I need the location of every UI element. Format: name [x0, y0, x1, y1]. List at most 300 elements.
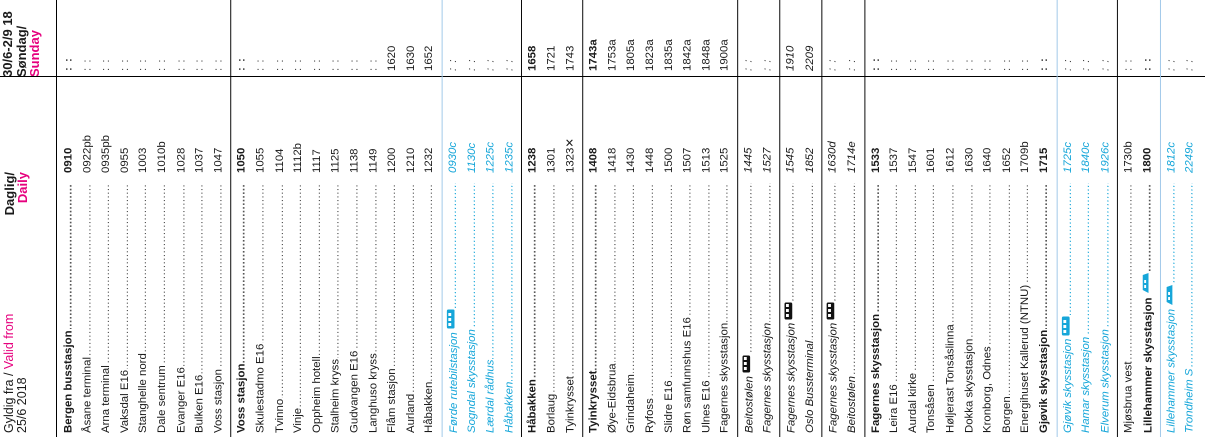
- stop-name: [1181, 183, 1200, 433]
- stop-row: [585, 0, 604, 437]
- stop-row: [998, 0, 1017, 437]
- daily-time: 1527: [761, 147, 774, 173]
- daily-label-no: Daglig/: [2, 172, 17, 216]
- stop-row: [327, 0, 346, 437]
- stop-name-label: Tyinkrysset: [588, 370, 600, 433]
- stop-name-label: Ulnes E16: [700, 380, 713, 433]
- sunday-time: : :: [367, 58, 380, 71]
- valid-from-label: Gyldig fra /: [2, 369, 16, 433]
- stop-name: [562, 183, 581, 433]
- train-icon: [1162, 284, 1181, 306]
- stop-name: [660, 183, 679, 433]
- stop-name: [1059, 183, 1079, 433]
- daily-time: 1238: [527, 147, 539, 173]
- stop-name: [346, 183, 365, 433]
- stop-name-label: Bergen busstasjon: [62, 330, 75, 433]
- stop-name-label: Stalheim kryss: [330, 358, 342, 433]
- sunday-time: : :: [100, 58, 112, 71]
- stop-name-label: Gjøvik skysstasjon: [1038, 329, 1050, 433]
- sunday-time: 1835a: [663, 39, 675, 71]
- stop-row: [623, 0, 642, 437]
- stop-name-label: Evanger E16: [175, 367, 187, 433]
- daily-time: 1513: [700, 147, 713, 173]
- group-divider: [779, 0, 780, 437]
- daily-time: 1301: [545, 147, 558, 173]
- stop-name-label: Mjøsbrua vest: [1123, 361, 1135, 433]
- daily-time: 1010b: [156, 141, 169, 173]
- stop-name-label: Øye-Eidsbrua: [606, 363, 619, 433]
- stop-name-label: Beitostølen: [744, 354, 755, 433]
- daily-time: 1037: [194, 147, 206, 173]
- stop-name: [942, 183, 961, 433]
- daily-time: 1210: [405, 147, 417, 173]
- stop-name: [1139, 183, 1159, 433]
- daily-time: 1926c: [1099, 141, 1111, 173]
- stop-name-label: Arna terminal: [100, 365, 112, 433]
- daily-time: 1601: [926, 147, 938, 173]
- stop-name: [698, 183, 717, 433]
- sunday-time: : :: [311, 58, 323, 71]
- sunday-time: 1743a: [588, 39, 600, 71]
- stop-name-label: Fagernes skysstasjon: [786, 301, 797, 433]
- stop-name-label: Oppheim hotell: [311, 356, 323, 433]
- sunday-time: : :: [119, 58, 131, 71]
- train-icon: [1139, 273, 1158, 295]
- daily-label-en: Daily: [15, 172, 30, 204]
- bus-icon: [445, 309, 464, 329]
- stop-name: [365, 183, 384, 433]
- stop-row: [79, 0, 98, 437]
- sunday-time: 1910: [785, 45, 797, 71]
- stop-name-label: Ryfoss: [644, 398, 656, 433]
- sunday-time: : :: [484, 58, 497, 71]
- stop-name-label: Aurdal kirke: [907, 372, 919, 433]
- stop-row: [740, 0, 759, 437]
- bus-icon: [740, 355, 759, 373]
- stop-row: [1097, 0, 1116, 437]
- stop-name-label: Førde rutebilstasjon: [448, 308, 459, 433]
- header-rule: [56, 0, 57, 437]
- daily-time: 1640: [982, 147, 994, 173]
- sunday-time: : :: [1165, 58, 1177, 71]
- daily-time: 1533: [869, 147, 882, 173]
- sunday-time: : :: [982, 58, 994, 71]
- stop-name-label: Vaksdal E16: [119, 369, 131, 433]
- stop-name: [402, 183, 421, 433]
- stop-row: [1181, 0, 1200, 437]
- stop-name-label: Høljerast Tonsåslinna: [944, 324, 957, 433]
- daily-time: 1725c: [1062, 141, 1074, 173]
- stop-name-label: Beitostølen: [846, 376, 858, 433]
- daily-time: 1235c: [503, 141, 516, 173]
- daily-time: 1652: [1001, 147, 1013, 173]
- daily-time: 1050: [236, 147, 248, 173]
- stop-name: [271, 183, 290, 433]
- stop-row: [365, 0, 384, 437]
- stop-name: [172, 183, 191, 433]
- daily-time: 1525: [719, 147, 731, 173]
- sunday-time: 1848a: [700, 39, 713, 71]
- stop-row: [501, 0, 520, 437]
- stop-row: [1059, 0, 1078, 437]
- stop-name: [923, 183, 942, 433]
- stop-row: [660, 0, 679, 437]
- daily-time: 1430: [625, 147, 638, 173]
- stop-name-label: Borlaug: [545, 393, 558, 433]
- daily-time: 0922pb: [81, 134, 94, 173]
- daily-time: 1630d: [827, 141, 839, 173]
- stop-name: [1036, 183, 1055, 433]
- sunday-time: : :: [137, 58, 150, 71]
- daily-time: 1117: [311, 149, 323, 173]
- stop-row: [252, 0, 271, 437]
- stop-row: [1120, 0, 1139, 437]
- stop-name: [252, 183, 271, 433]
- daily-time: 1715: [1038, 147, 1050, 173]
- stop-name: [501, 183, 520, 433]
- stop-name-label: Tonsåsen: [926, 384, 938, 433]
- daily-time: 1709b: [1019, 141, 1032, 173]
- sunday-time: : :: [944, 58, 957, 71]
- sunday-time: 2209: [803, 45, 816, 71]
- stop-name-label: Fagernes skysstasjon: [869, 313, 882, 433]
- sunday-time: : :: [348, 58, 361, 71]
- stop-row: [445, 0, 464, 437]
- sunday-time: : :: [907, 58, 919, 71]
- stop-name: [979, 183, 998, 433]
- sunday-time: : :: [1038, 57, 1050, 71]
- stop-row: [1078, 0, 1097, 437]
- group-divider: [822, 0, 823, 437]
- daily-time: 1630: [963, 147, 975, 173]
- stop-name-label: Oslo Bussterminal: [803, 340, 816, 433]
- stop-name-label: Voss stasjon: [212, 369, 225, 433]
- daily-time: 1003: [137, 147, 150, 173]
- stop-name: [825, 183, 845, 433]
- stop-name: [998, 183, 1017, 433]
- stop-name: [1120, 183, 1139, 433]
- stop-name-label: Grindaheim: [625, 374, 638, 433]
- stop-name: [327, 183, 346, 433]
- stop-row: [825, 0, 844, 437]
- stop-row: [116, 0, 135, 437]
- stop-name: [79, 183, 98, 433]
- stop-name: [135, 183, 154, 433]
- stop-row: [1162, 0, 1181, 437]
- stop-row: [961, 0, 980, 437]
- bus-icon: [1059, 316, 1078, 336]
- sunday-time: : :: [1099, 58, 1111, 71]
- group-divider: [442, 0, 443, 437]
- sunday-time: 1805a: [625, 39, 638, 71]
- stop-name: [482, 183, 501, 433]
- sunday-time: 1630: [405, 45, 417, 71]
- stop-name-label: Borgen: [1001, 396, 1013, 433]
- stop-name-label: Lillehammer skysstasjon: [1143, 272, 1154, 434]
- sunday-time: : :: [1062, 58, 1074, 71]
- daily-time: 1232: [423, 147, 436, 173]
- daily-time: 0955: [119, 147, 131, 173]
- sunday-time: : :: [194, 58, 206, 71]
- sunday-time: : :: [1019, 58, 1032, 71]
- stop-name-label: Langhuso kryss: [367, 353, 380, 433]
- stop-name: [585, 183, 604, 433]
- stop-row: [97, 0, 116, 437]
- sunday-time: 1842a: [681, 39, 694, 71]
- stop-row: [1017, 0, 1036, 437]
- daily-time: 1055: [255, 147, 267, 173]
- stop-row: [642, 0, 661, 437]
- stop-row: [154, 0, 173, 437]
- stop-name: [1078, 183, 1097, 433]
- daily-time: 1125: [330, 148, 342, 173]
- sunday-period: 30/6-2/9 18: [0, 11, 15, 77]
- sunday-column-header: [1, 1, 42, 77]
- daily-time: 0935pb: [100, 134, 112, 173]
- daily-time: 1545: [785, 147, 797, 173]
- stop-row: [543, 0, 562, 437]
- stop-row: [979, 0, 998, 437]
- daily-time: 1714e: [846, 141, 858, 173]
- sunday-time: 1823a: [644, 39, 656, 71]
- sunday-time: : :: [175, 58, 187, 71]
- sunday-time: 1721: [545, 45, 558, 71]
- stop-name: [210, 183, 229, 433]
- stop-name-label: Lillehammer skysstasjon: [1166, 283, 1177, 433]
- stop-name: [1162, 183, 1182, 433]
- stop-name: [60, 183, 79, 433]
- group-divider: [864, 0, 865, 437]
- stop-row: [383, 0, 402, 437]
- stop-name: [904, 183, 923, 433]
- group-divider: [1117, 0, 1118, 437]
- daily-time: 1112b: [292, 143, 305, 173]
- stop-name: [191, 183, 210, 433]
- sunday-time: : :: [81, 58, 94, 71]
- daily-time: 1507: [681, 147, 694, 173]
- daily-time: 1130c: [466, 142, 478, 173]
- daily-time: 1047: [212, 147, 225, 173]
- stop-row: [759, 0, 778, 437]
- stop-row: [679, 0, 698, 437]
- sunday-time: : :: [827, 58, 839, 71]
- stop-name: [801, 183, 820, 433]
- stop-row: [1139, 0, 1158, 437]
- stop-name: [463, 183, 482, 433]
- stop-name-label: Sogndal skysstasjon: [466, 329, 478, 433]
- group-divider: [1056, 0, 1057, 437]
- stop-name-label: Fagernes skysstasjon: [719, 322, 731, 433]
- stop-name: [759, 183, 778, 433]
- sunday-time: : :: [292, 58, 305, 71]
- stop-name-label: Lærdal rådhus: [484, 359, 497, 433]
- stop-row: [524, 0, 543, 437]
- sunday-time: : :: [447, 58, 459, 71]
- sunday-time: : :: [1001, 58, 1013, 71]
- stop-name-label: Fagernes skysstasjon: [761, 322, 774, 433]
- stop-row: [698, 0, 717, 437]
- stop-row: [717, 0, 736, 437]
- sunday-label-no: Søndag/: [13, 25, 29, 77]
- stop-name-label: Håbakken: [503, 381, 516, 433]
- stop-name: [543, 183, 562, 433]
- stop-name: [445, 183, 465, 433]
- daily-time: 1448: [644, 147, 656, 173]
- daily-column-header: [3, 172, 29, 232]
- daily-time: 1612: [944, 147, 957, 173]
- daily-time: 1138: [348, 148, 361, 173]
- daily-time: 1730b: [1123, 141, 1135, 173]
- stop-name-label: Leira E16: [888, 384, 900, 433]
- sunday-time: : :: [212, 58, 225, 71]
- stop-name-label: Dokka skysstasjon: [963, 338, 975, 433]
- stop-row: [135, 0, 154, 437]
- stop-name: [740, 183, 760, 433]
- stop-name: [308, 183, 327, 433]
- daily-time: 1445: [742, 147, 755, 173]
- stop-name-label: Håbakken: [423, 381, 436, 433]
- stop-name: [383, 183, 402, 433]
- daily-time: 0930c: [447, 141, 459, 173]
- stop-row: [801, 0, 820, 437]
- sunday-time: : :: [846, 58, 858, 71]
- daily-time: 1812c: [1165, 141, 1177, 173]
- daily-time: 1500: [663, 147, 675, 173]
- stop-name-label: Elverum skysstasjon: [1099, 329, 1111, 433]
- daily-time: 1852: [803, 147, 816, 173]
- stop-row: [60, 0, 79, 437]
- stop-name: [843, 183, 862, 433]
- stop-name: [961, 183, 980, 433]
- sunday-time: : :: [466, 58, 478, 71]
- stop-row: [904, 0, 923, 437]
- stop-name: [642, 183, 661, 433]
- stop-name-label: Gudvangen E16: [348, 350, 361, 433]
- sunday-time: 1652: [423, 45, 436, 71]
- stop-row: [271, 0, 290, 437]
- daily-time: 1200: [386, 147, 398, 173]
- stop-name-label: Åsane terminal: [81, 357, 94, 433]
- stop-name: [421, 183, 440, 433]
- stop-name: [97, 183, 116, 433]
- stop-row: [463, 0, 482, 437]
- sunday-time: : :: [761, 58, 774, 71]
- stop-name-label: Hamar skysstasjon: [1080, 336, 1093, 433]
- stop-name: [867, 183, 886, 433]
- sunday-time: : :: [236, 57, 248, 71]
- stop-name-label: Tyinkrysset: [564, 376, 577, 433]
- sunday-time: : :: [156, 58, 169, 71]
- stop-row: [867, 0, 886, 437]
- sunday-time: : :: [869, 57, 882, 71]
- stop-row: [942, 0, 961, 437]
- stop-name: [623, 183, 642, 433]
- sunday-time: : :: [888, 58, 900, 71]
- stop-row: [172, 0, 191, 437]
- daily-time: 2249c: [1184, 141, 1196, 173]
- stop-row: [923, 0, 942, 437]
- group-divider: [1160, 0, 1161, 437]
- stop-name-label: Stanghelle nord: [137, 353, 150, 433]
- stop-name-label: Tvinno: [273, 398, 286, 433]
- stop-name-label: Vinje: [292, 407, 305, 433]
- stop-name: [1097, 183, 1116, 433]
- sunday-time: : :: [255, 58, 267, 71]
- stop-name: [234, 183, 253, 433]
- stop-name: [782, 183, 802, 433]
- stop-row: [843, 0, 862, 437]
- stop-name-label: Gjøvik skysstasjon: [1063, 315, 1074, 433]
- valid-from-header: [3, 233, 29, 433]
- daily-time: 1840c: [1080, 141, 1093, 173]
- stop-name-label: Voss stasjon: [236, 363, 248, 433]
- stop-row: [886, 0, 905, 437]
- sunday-time: 1658: [527, 45, 539, 71]
- bus-icon: [825, 302, 844, 320]
- group-divider: [582, 0, 583, 437]
- stop-row: [234, 0, 253, 437]
- group-divider: [521, 0, 522, 437]
- sunday-time: : :: [926, 58, 938, 71]
- sunday-time: : :: [1080, 58, 1093, 71]
- stop-row: [604, 0, 623, 437]
- stop-name-label: Håbakken: [527, 379, 539, 433]
- sunday-time: 1753a: [606, 39, 619, 71]
- stop-name: [1017, 183, 1036, 433]
- daily-time: 1225c: [484, 141, 497, 173]
- stop-row: [1036, 0, 1055, 437]
- daily-time: 1547: [907, 147, 919, 173]
- stop-name-label: Slidre E16: [663, 380, 675, 433]
- stop-name: [679, 183, 698, 433]
- stop-row: [346, 0, 365, 437]
- daily-time: 1418: [606, 147, 619, 173]
- stop-row: [191, 0, 210, 437]
- sunday-time: : :: [742, 58, 755, 71]
- stop-name-label: Flåm stasjon: [386, 368, 398, 433]
- stop-name-label: Bulken E16: [194, 374, 206, 433]
- daily-time: 1104: [273, 148, 286, 173]
- daily-time: 1028: [175, 147, 187, 173]
- stop-name-label: Røn samfunnshus E16: [681, 317, 694, 433]
- sunday-time: : :: [62, 57, 75, 71]
- daily-time: 1537: [888, 147, 900, 173]
- sunday-label-en: Sunday: [27, 30, 42, 77]
- sunday-time: : :: [1141, 57, 1154, 71]
- stop-name-label: Aurland: [405, 393, 417, 433]
- daily-time: 1408: [588, 147, 600, 173]
- valid-from-label-en: Valid from: [2, 313, 16, 370]
- stop-name: [604, 183, 623, 433]
- stop-row: [308, 0, 327, 437]
- stop-row: [562, 0, 581, 437]
- stop-name: [116, 183, 135, 433]
- sunday-time: : :: [330, 58, 342, 71]
- stop-name: [154, 183, 173, 433]
- daily-time: 0910: [62, 147, 75, 173]
- stop-name-label: Fagernes skysstasjon: [828, 301, 839, 433]
- group-divider: [231, 0, 232, 437]
- sunday-time: : :: [1123, 58, 1135, 71]
- sunday-time: : :: [963, 58, 975, 71]
- stop-row: [482, 0, 501, 437]
- stop-row: [290, 0, 309, 437]
- daily-time: 1149: [367, 148, 380, 173]
- sunday-time: 1900a: [719, 39, 731, 71]
- sunday-time: : :: [1184, 58, 1196, 71]
- stop-name: [290, 183, 309, 433]
- stop-row: [782, 0, 801, 437]
